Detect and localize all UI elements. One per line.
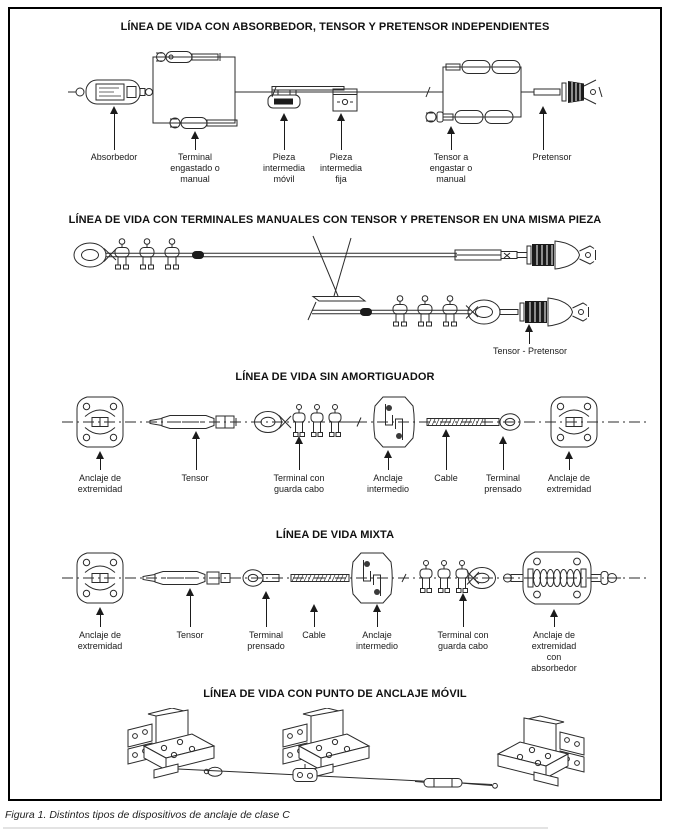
label-arrow [295, 436, 304, 470]
label-arrow [186, 588, 195, 627]
shackle-illustration [204, 767, 222, 776]
tensor-pretensor-illustration [520, 298, 589, 326]
device-label: Anclaje de extremidad con absorbedor [531, 630, 577, 673]
label-arrow [110, 106, 119, 150]
section1-diagram [10, 45, 660, 151]
beam-clamp-illustration [283, 708, 369, 778]
label-arrow [384, 450, 393, 470]
terminal-engastado-illustration [153, 52, 237, 129]
label-arrow [539, 106, 548, 150]
thimble-eye-illustration [74, 243, 116, 267]
mobile-anchor-trolley-illustration [293, 764, 317, 782]
section4-diagram [10, 545, 660, 631]
tensor-pretensor-illustration [527, 241, 596, 269]
device-label: Terminal prensado [247, 630, 285, 651]
device-label: Anclaje de extremidad [77, 473, 123, 494]
wire-clips-illustration [393, 296, 457, 326]
device-label: Terminal con guarda cabo [273, 473, 325, 494]
wire-clips-illustration [115, 239, 179, 269]
section-title: LÍNEA DE VIDA CON PUNTO DE ANCLAJE MÓVIL [203, 688, 467, 700]
beam-clamp-illustration [128, 708, 214, 778]
device-label: Tensor a engastar o manual [429, 152, 473, 184]
label-arrow [550, 609, 559, 627]
device-label: Tensor [176, 630, 204, 640]
section-title: LÍNEA DE VIDA CON ABSORBEDOR, TENSOR Y PRETENSOR INDEPENDIENTES [120, 21, 550, 33]
page-bleed-line [3, 827, 548, 829]
device-label: Pieza intermedia móvil [262, 152, 306, 184]
label-arrow [442, 429, 451, 470]
label-arrow [447, 126, 456, 150]
label-arrow [373, 604, 382, 627]
device-label: Pieza intermedia fija [319, 152, 363, 184]
label-arrow [337, 113, 346, 150]
device-label: Anclaje de extremidad [546, 473, 592, 494]
figure-caption: Figura 1. Distintos tipos de dispositivos de anclaje de clase C [5, 809, 290, 821]
label-arrow [310, 604, 319, 627]
label-arrow [262, 591, 271, 627]
device-label: Absorbedor [90, 152, 138, 162]
label-arrow [191, 131, 200, 150]
device-label: Anclaje de extremidad [77, 630, 123, 651]
device-label: Pretensor [532, 152, 572, 162]
device-label: Terminal prensado [484, 473, 522, 494]
section5-diagram [10, 708, 660, 802]
label-arrow [565, 451, 574, 470]
turnbuckle-illustration [415, 779, 497, 789]
label-arrow [96, 451, 105, 470]
section2-diagram [10, 232, 660, 360]
terminal-guarda-cabo-illustration [420, 561, 496, 593]
pieza-intermedia-movil-illustration [268, 90, 300, 108]
section-title: LÍNEA DE VIDA MIXTA [275, 529, 395, 541]
device-label: Cable [434, 473, 458, 483]
beam-clamp-illustration [498, 716, 584, 786]
device-label: Tensor [181, 473, 209, 483]
label-arrow [499, 436, 508, 470]
device-label: Anclaje intermedio [366, 473, 410, 494]
pretensor-illustration [521, 80, 602, 104]
thimble-eye-illustration [466, 300, 500, 324]
device-label: Terminal con guarda cabo [437, 630, 489, 651]
device-label: Terminal engastado o manual [170, 152, 220, 184]
terminal-guarda-cabo-illustration [255, 405, 363, 437]
section3-diagram [10, 388, 660, 472]
section-title: LÍNEA DE VIDA SIN AMORTIGUADOR [235, 371, 435, 383]
section-title: LÍNEA DE VIDA CON TERMINALES MANUALES CON TENSOR Y PRETENSOR EN UNA MISMA PIEZA [68, 214, 602, 226]
label-arrow [459, 593, 468, 627]
label-arrow [280, 113, 289, 150]
device-label: Anclaje intermedio [355, 630, 399, 651]
stand-illustration [313, 236, 365, 301]
label-arrow [192, 431, 201, 470]
label-arrow [525, 324, 534, 344]
device-label: Cable [302, 630, 326, 640]
device-label: Tensor - Pretensor [492, 346, 568, 356]
absorbedor-illustration [68, 80, 153, 104]
label-arrow [96, 607, 105, 627]
